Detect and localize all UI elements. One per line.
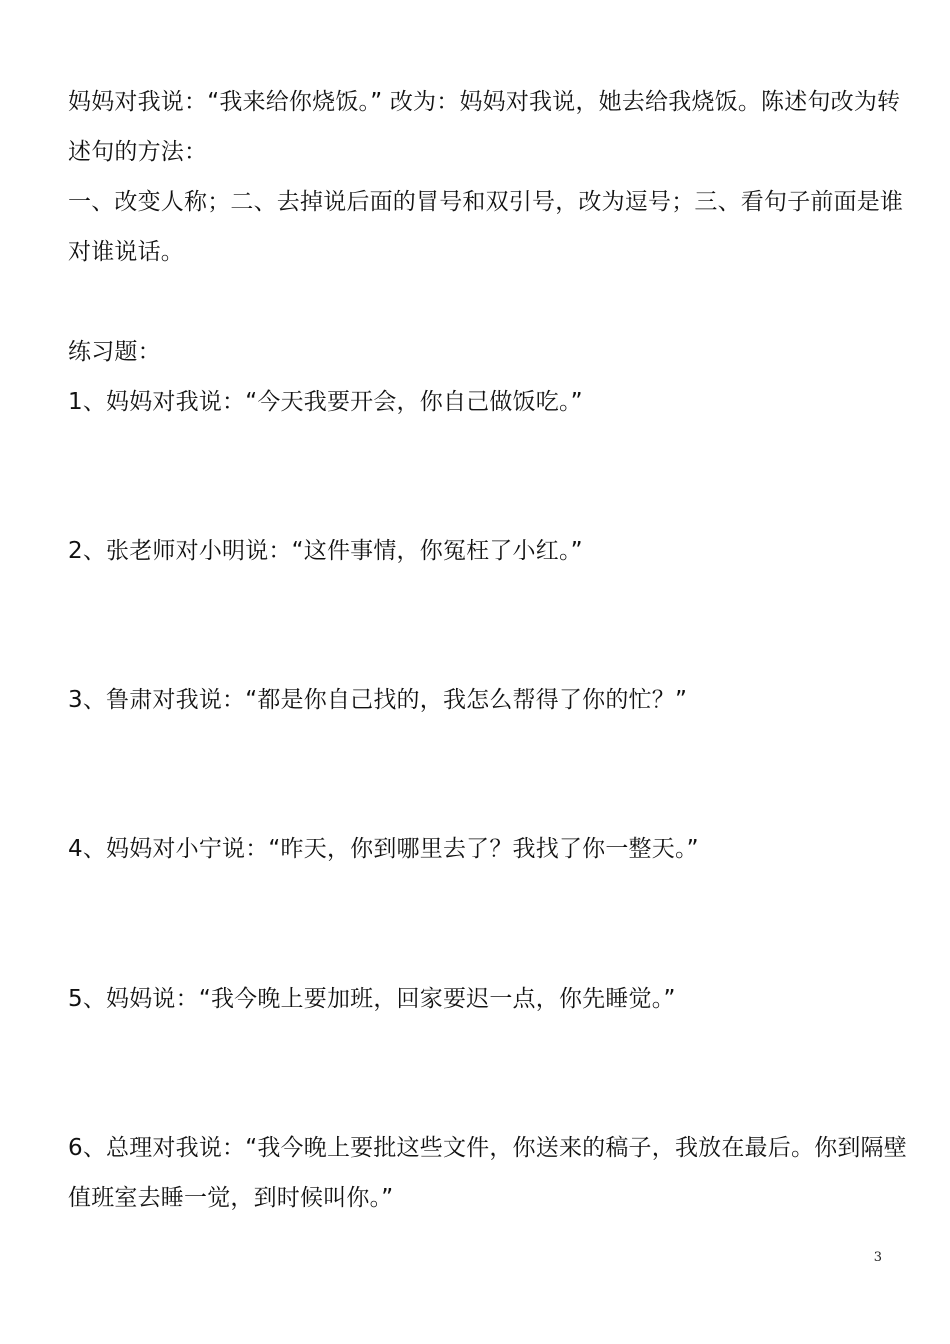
- intro-line-3: 一、改变人称；二、去掉说后面的冒号和双引号，改为逗号；三、看句子前面是谁: [68, 189, 904, 215]
- exercise-heading: 练习题：: [68, 339, 161, 365]
- intro-line-2: 述句的方法：: [68, 139, 208, 165]
- exercise-item-6-line-2: 值班室去睡一觉，到时候叫你。”: [68, 1185, 394, 1211]
- intro-line-4: 对谁说话。: [68, 239, 184, 265]
- page-number: 3: [873, 1250, 882, 1265]
- exercise-item-1: 1、妈妈对我说：“今天我要开会，你自己做饭吃。”: [68, 389, 583, 415]
- exercise-item-4: 4、妈妈对小宁说：“昨天，你到哪里去了？我找了你一整天。”: [68, 836, 699, 862]
- exercise-item-5: 5、妈妈说：“我今晚上要加班，回家要迟一点，你先睡觉。”: [68, 986, 676, 1012]
- exercise-item-2: 2、张老师对小明说：“这件事情，你冤枉了小红。”: [68, 538, 583, 564]
- exercise-item-3: 3、鲁肃对我说：“都是你自己找的，我怎么帮得了你的忙？”: [68, 687, 688, 713]
- exercise-item-6-line-1: 6、总理对我说：“我今晚上要批这些文件，你送来的稿子，我放在最后。你到隔壁: [68, 1135, 907, 1161]
- intro-line-1: 妈妈对我说：“我来给你烧饭。” 改为：妈妈对我说，她去给我烧饭。陈述句改为转: [68, 89, 901, 115]
